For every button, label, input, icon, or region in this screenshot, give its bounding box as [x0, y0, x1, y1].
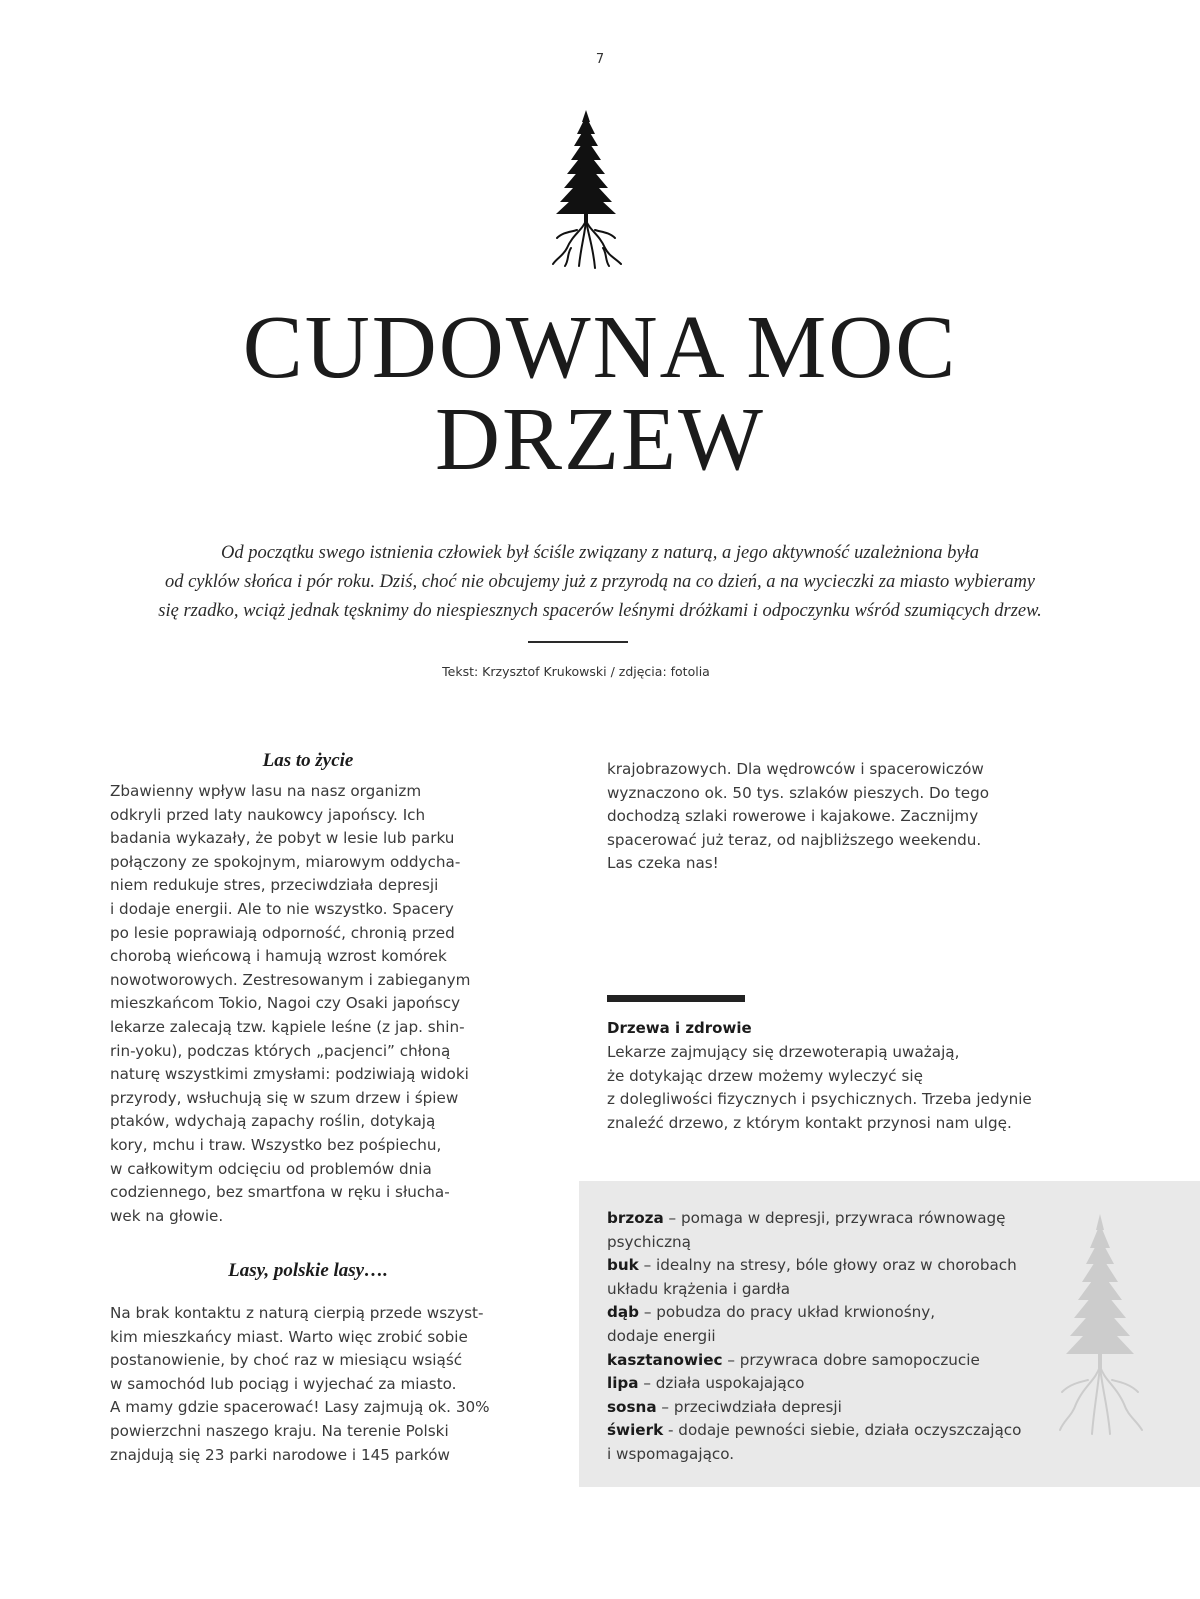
lead-line-1: Od początku swego istnienia człowiek był ściśle związany z naturą, a jego aktywność uzależniona była [221, 543, 979, 563]
body-line: ptaków, wdychają zapachy roślin, dotykają [110, 1112, 436, 1131]
page-number: 7 [595, 52, 605, 67]
body-line: rin-yoku), podczas których „pacjenci” chłoną [110, 1041, 451, 1060]
lead-divider [528, 641, 628, 643]
tree-name: brzoza [607, 1209, 664, 1227]
body-line: badania wykazały, że pobyt w lesie lub parku [110, 829, 455, 848]
tree-benefit: – przywraca dobre samopoczucie [722, 1350, 980, 1369]
title-line-2: DRZEW [435, 390, 765, 489]
body-line: wyznaczono ok. 50 tys. szlaków pieszych. Do tego [607, 783, 990, 802]
tree-name: sosna [607, 1397, 657, 1416]
title-line-1: CUDOWNA MOC [242, 298, 958, 397]
body-line: i dodaje energii. Ale to nie wszystko. Spacery [110, 899, 454, 918]
body-line: naturę wszystkimi zmysłami: podziwiają widoki [110, 1065, 469, 1084]
author-credit: Tekst: Krzysztof Krukowski / zdjęcia: fotolia [442, 664, 710, 679]
tree-name: buk [607, 1256, 639, 1275]
tree-benefit: - dodaje pewności siebie, działa oczyszczająco [663, 1421, 1022, 1440]
body-line: że dotykając drzew możemy wyleczyć się [607, 1066, 923, 1085]
tree-benefits-list [607, 1207, 1057, 1467]
tree-benefit-cont: układu krążenia i gardła [607, 1279, 791, 1298]
tree-name: dąb [607, 1303, 639, 1322]
section-divider-bar [607, 995, 745, 1002]
tree-name: kasztanowiec [607, 1350, 723, 1369]
body-line: z dolegliwości fizycznych i psychicznych. Trzeba jedynie [607, 1090, 1032, 1109]
tree-benefit: – pomaga w depresji, przywraca równowagę [663, 1209, 1006, 1227]
body-line: znajdują się 23 parki narodowe i 145 parków [110, 1445, 450, 1464]
tree-name: świerk [607, 1421, 664, 1440]
body-line: A mamy gdzie spacerować! Lasy zajmują ok. 30% [110, 1398, 490, 1417]
tree-benefit: – przeciwdziała depresji [656, 1397, 842, 1416]
body-line: Lekarze zajmujący się drzewoterapią uważają, [607, 1043, 960, 1061]
section-heading-las-to-zycie: Las to życie [262, 750, 354, 771]
body-line: przyrody, wsłuchują się w szum drzew i śpiew [110, 1088, 459, 1107]
list-item [607, 1349, 1057, 1373]
body-line: powierzchni naszego kraju. Na terenie Polski [110, 1421, 449, 1440]
body-line: niem redukuje stres, przeciwdziała depresji [110, 876, 439, 895]
list-item [607, 1419, 1057, 1466]
article-title [0, 298, 1200, 489]
body-line: nowotworowych. Zestresowanym i zabieganym [110, 970, 471, 989]
body-line: codziennego, bez smartfona w ręku i słucha- [110, 1183, 450, 1202]
body-line: mieszkańcom Tokio, Nagoi czy Osaki japońscy [110, 994, 461, 1013]
list-item [607, 1372, 1057, 1396]
body-line: Zbawienny wpływ lasu na nasz organizm [110, 782, 422, 800]
body-line: kim mieszkańcy miast. Warto więc zrobić sobie [110, 1327, 468, 1346]
body-line: połączony ze spokojnym, miarowym oddycha- [110, 852, 461, 871]
tree-name: lipa [607, 1374, 639, 1393]
tree-benefit-cont: i wspomagająco. [607, 1444, 735, 1463]
body-line: Las czeka nas! [607, 854, 719, 873]
body-line: spacerować już teraz, od najbliższego weekendu. [607, 830, 982, 849]
body-line: wek na głowie. [110, 1206, 224, 1225]
lead-line-2: od cyklów słońca i pór roku. Dziś, choć nie obcujemy już z przyrodą na co dzień, a na wycieczki za miasto wybieramy [164, 572, 1036, 592]
section-heading-lasy-polskie: Lasy, polskie lasy…. [228, 1260, 388, 1281]
section-body-lasy-polskie [110, 1302, 506, 1467]
lead-paragraph [80, 539, 1120, 626]
body-line: kory, mchu i traw. Wszystko bez pośpiechu, [110, 1135, 442, 1154]
body-line: chorobą wieńcową i hamują wzrost komórek [110, 947, 447, 966]
tree-benefit-cont: dodaje energii [607, 1326, 716, 1345]
list-item [607, 1396, 1057, 1420]
section-heading-drzewa-i-zdrowie: Drzewa i zdrowie [607, 1019, 752, 1037]
section-body-las-to-zycie [110, 780, 502, 1228]
body-line: odkryli przed laty naukowcy japońscy. Ich [110, 805, 426, 824]
body-line: postanowienie, by choć raz w miesiącu wsiąść [110, 1351, 463, 1370]
body-line: po lesie poprawiają odporność, chronią przed [110, 923, 455, 942]
list-item [607, 1254, 1057, 1301]
tree-benefit: – pobudza do pracy układ krwionośny, [639, 1303, 936, 1322]
body-line: Na brak kontaktu z naturą cierpią przede wszyst- [110, 1304, 484, 1322]
spruce-tree-with-roots-icon [543, 108, 629, 270]
body-line: dochodzą szlaki rowerowe i kajakowe. Zacznijmy [607, 807, 979, 826]
body-line: krajobrazowych. Dla wędrowców i spacerowiczów [607, 760, 984, 778]
faded-spruce-tree-icon [1052, 1212, 1148, 1438]
body-line: w całkowitym odcięciu od problemów dnia [110, 1159, 432, 1178]
tree-benefit: – działa uspokajająco [638, 1374, 805, 1393]
section-body-drzewa-i-zdrowie [607, 1041, 1057, 1135]
tree-benefit: – idealny na stresy, bóle głowy oraz w chorobach [638, 1256, 1017, 1275]
tree-benefit-cont: psychiczną [607, 1232, 691, 1251]
body-line: lekarze zalecają tzw. kąpiele leśne (z jap. shin- [110, 1017, 465, 1036]
section-body-lasy-polskie-continued [607, 758, 1017, 876]
lead-line-3: się rzadko, wciąż jednak tęsknimy do niespiesznych spacerów leśnymi dróżkami i odpoczynku wśród szumiących drzew. [158, 601, 1042, 621]
body-line: znaleźć drzewo, z którym kontakt przynosi nam ulgę. [607, 1113, 1012, 1132]
list-item [607, 1207, 1057, 1254]
body-line: w samochód lub pociąg i wyjechać za miasto. [110, 1374, 457, 1393]
list-item [607, 1301, 1057, 1348]
